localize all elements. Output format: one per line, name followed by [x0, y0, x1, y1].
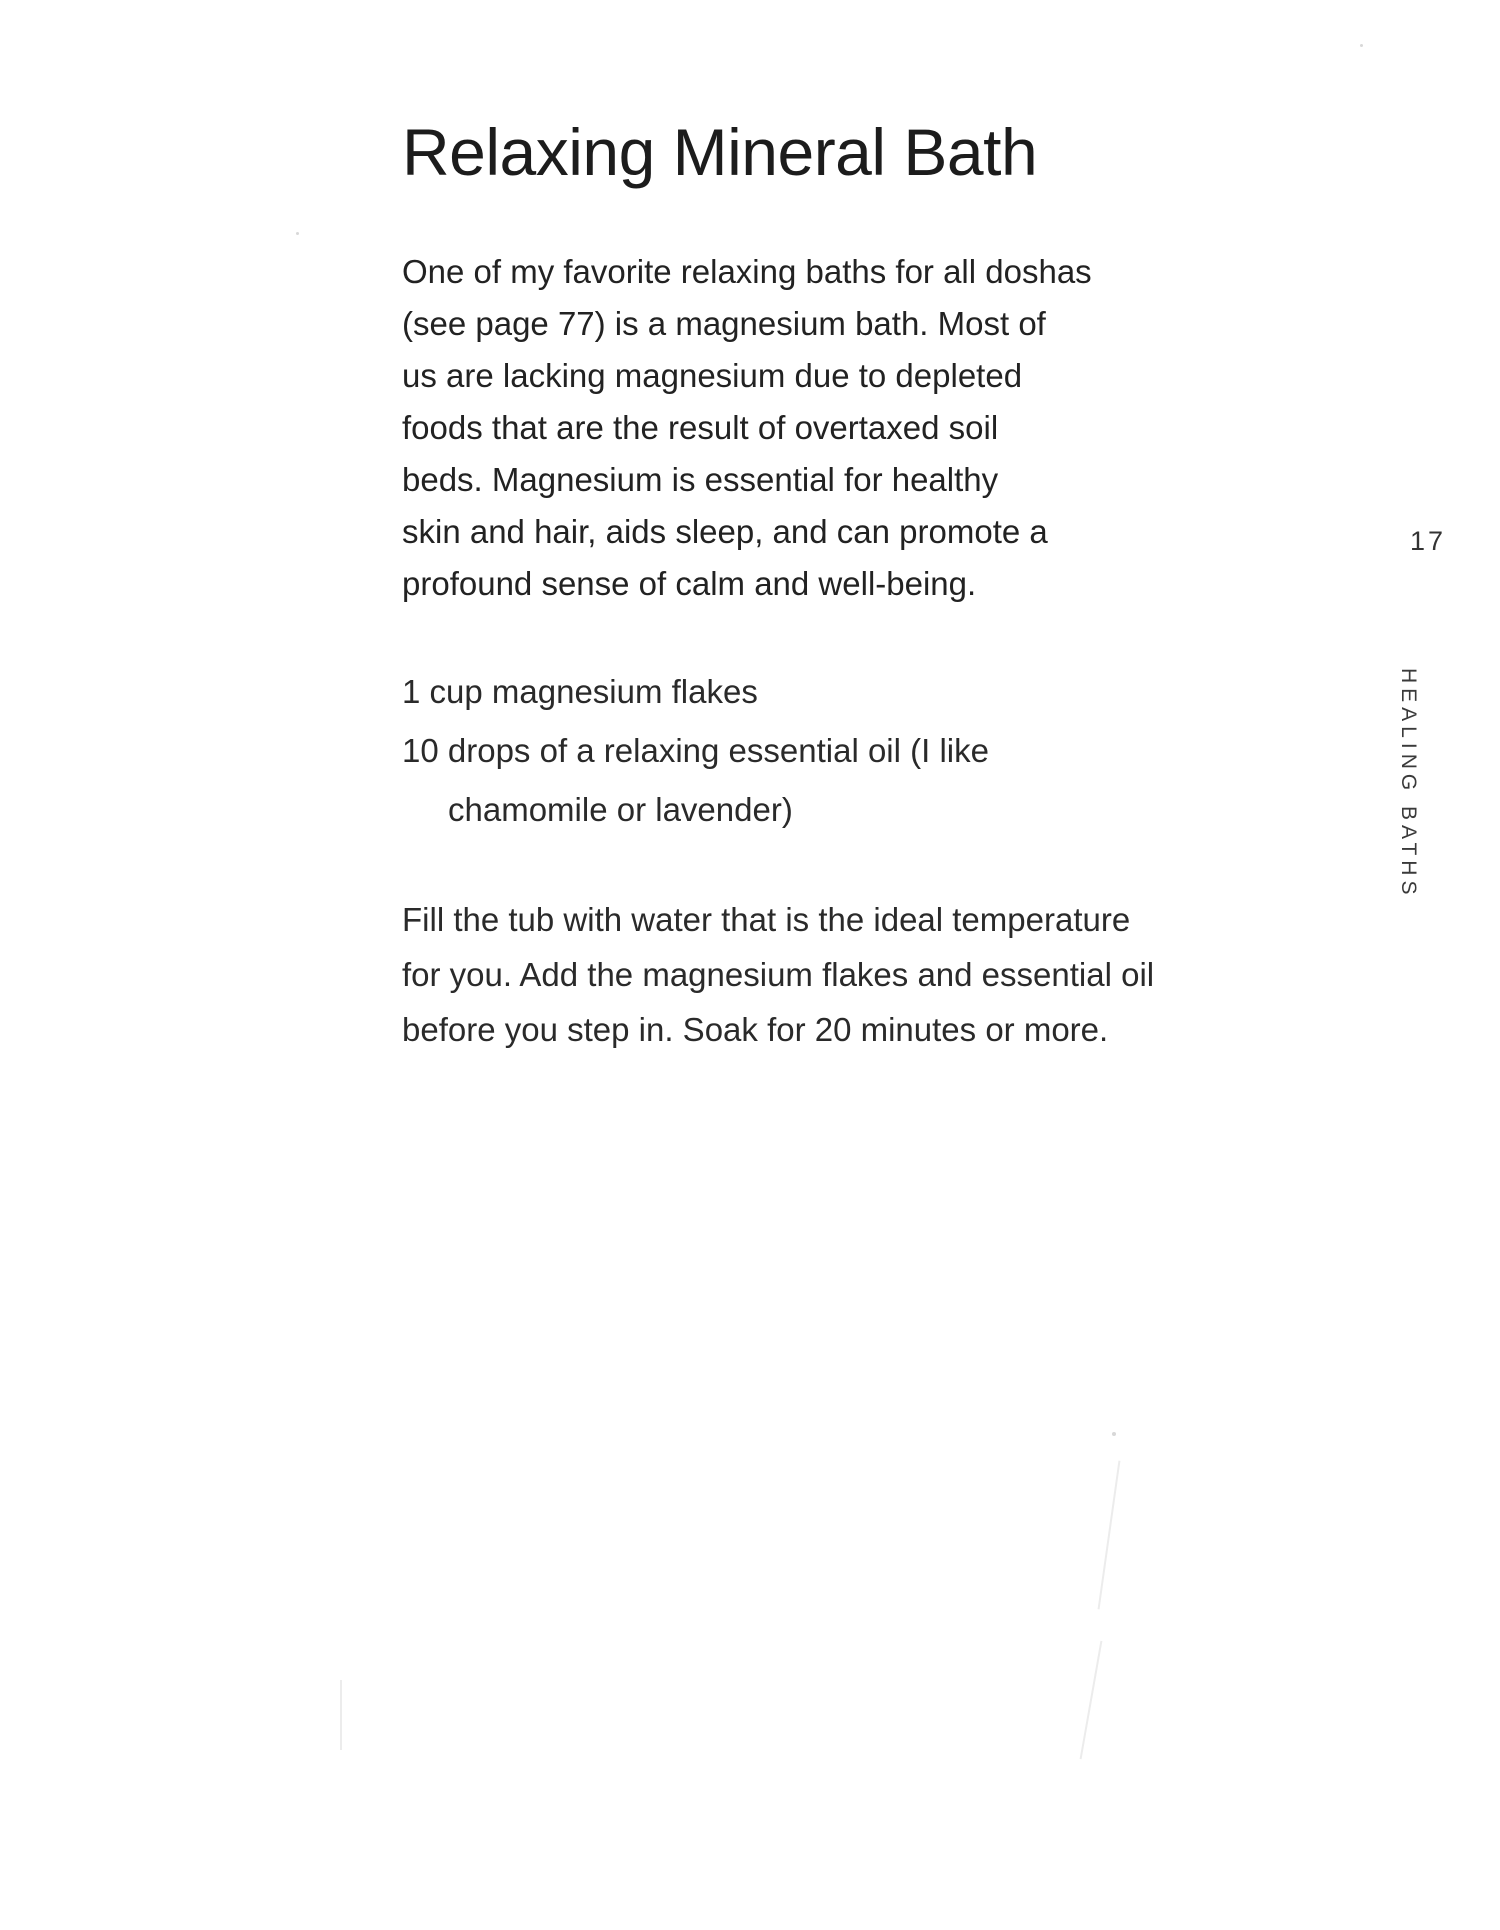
intro-line: skin and hair, aids sleep, and can promote a: [402, 513, 1048, 550]
ingredient-list: [402, 662, 989, 839]
page-number: 17: [1410, 526, 1447, 556]
intro-paragraph: [402, 246, 1302, 610]
method-line: for you. Add the magnesium flakes and essential oil: [402, 956, 1155, 993]
ingredient-text: 1 cup magnesium flakes: [402, 673, 758, 710]
scan-crease: [340, 1680, 342, 1750]
intro-line: foods that are the result of overtaxed soil: [402, 409, 999, 446]
ingredient-text: 10 drops of a relaxing essential oil (I like: [402, 732, 989, 769]
intro-line: (see page 77) is a magnesium bath. Most of: [402, 305, 1046, 342]
ingredient-continuation: chamomile or lavender): [448, 791, 793, 828]
intro-line: us are lacking magnesium due to depleted: [402, 357, 1023, 394]
recipe-title: Relaxing Mineral Bath: [402, 115, 1038, 189]
scan-speck: [1360, 44, 1363, 47]
ingredient-item: [402, 662, 989, 721]
intro-line: beds. Magnesium is essential for healthy: [402, 461, 999, 498]
intro-line: profound sense of calm and well-being.: [402, 565, 977, 602]
scan-speck: [296, 232, 299, 235]
ingredient-item: [402, 721, 989, 839]
intro-line: One of my favorite relaxing baths for all doshas: [402, 253, 1092, 290]
method-line: Fill the tub with water that is the ideal temperature: [402, 901, 1131, 938]
running-head: HEALING BATHS: [1397, 668, 1420, 900]
method-line: before you step in. Soak for 20 minutes or more.: [402, 1011, 1109, 1048]
scan-speck: [1112, 1432, 1116, 1436]
scan-crease: [1098, 1461, 1121, 1610]
method-paragraph: [402, 892, 1362, 1057]
scan-crease: [1080, 1641, 1103, 1760]
